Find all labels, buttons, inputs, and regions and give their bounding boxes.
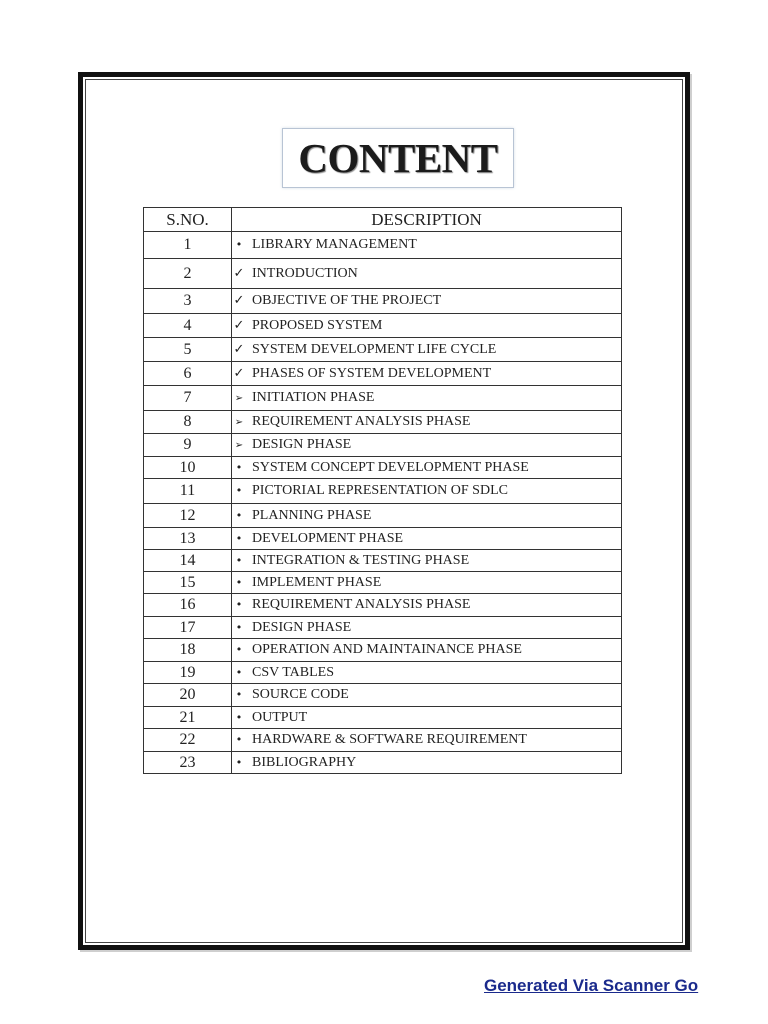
row-description: SYSTEM CONCEPT DEVELOPMENT PHASE [252,459,529,475]
table-row [144,550,622,572]
bullet-icon: • [235,531,243,545]
bullet-icon: • [235,238,243,251]
row-sno: 6 [144,362,232,386]
checkmark-icon: ✓ [233,341,245,357]
row-description: DEVELOPMENT PHASE [252,530,404,546]
table-row [144,707,622,729]
row-description-cell [232,504,622,528]
row-description-cell [232,572,622,594]
row-description: OBJECTIVE OF THE PROJECT [252,293,442,308]
footer-watermark-link[interactable]: Generated Via Scanner Go [484,976,699,995]
row-description-cell [232,434,622,457]
table-row [144,594,622,617]
row-description: SOURCE CODE [252,687,349,702]
row-description-cell [232,617,622,639]
bullet-icon: • [235,508,243,522]
row-description-cell [232,662,622,684]
row-description: BIBLIOGRAPHY [252,754,357,770]
bullet-icon: • [235,710,243,724]
row-description: PROPOSED SYSTEM [252,317,383,333]
row-sno: 12 [144,504,232,528]
row-description: SYSTEM DEVELOPMENT LIFE CYCLE [252,341,497,357]
header-description: DESCRIPTION [232,208,622,232]
row-sno: 15 [144,572,232,594]
row-sno: 17 [144,617,232,639]
table-header-row [144,208,622,232]
row-sno: 5 [144,338,232,362]
arrow-bullet-icon: ➢ [234,417,244,428]
row-sno: 11 [144,479,232,504]
row-description: HARDWARE & SOFTWARE REQUIREMENT [252,732,527,747]
table-row [144,504,622,528]
row-description-cell [232,528,622,550]
row-sno: 20 [144,684,232,707]
row-description: CSV TABLES [252,664,334,680]
arrow-bullet-icon: ➢ [234,440,244,451]
bullet-icon: • [235,755,243,769]
row-sno: 1 [144,232,232,259]
checkmark-icon: ✓ [233,293,245,308]
table-row [144,528,622,550]
row-sno: 7 [144,386,232,411]
table-row [144,572,622,594]
row-sno: 23 [144,752,232,774]
row-sno: 3 [144,289,232,314]
bullet-icon: • [235,575,243,589]
row-description: OUTPUT [252,709,308,725]
row-description-cell [232,707,622,729]
row-sno: 9 [144,434,232,457]
table-row [144,314,622,338]
row-description-cell [232,550,622,572]
bullet-icon: • [235,460,243,474]
table-row [144,729,622,752]
table-row [144,259,622,289]
row-description-cell [232,479,622,504]
checkmark-icon: ✓ [233,317,245,333]
table-row [144,232,622,259]
row-description: IMPLEMENT PHASE [252,574,382,590]
row-description: REQUIREMENT ANALYSIS PHASE [252,414,471,429]
row-description-cell [232,362,622,386]
table-row [144,457,622,479]
row-description-cell [232,411,622,434]
row-description: OPERATION AND MAINTAINANCE PHASE [252,642,522,657]
table-row [144,411,622,434]
row-description: REQUIREMENT ANALYSIS PHASE [252,597,471,612]
row-sno: 22 [144,729,232,752]
bullet-icon: • [235,688,243,701]
table-row [144,362,622,386]
row-description: DESIGN PHASE [252,619,352,635]
table-row [144,752,622,774]
bullet-icon: • [235,665,243,679]
row-sno: 21 [144,707,232,729]
row-description: PLANNING PHASE [252,507,372,523]
row-description-cell [232,232,622,259]
title-box [282,128,514,188]
bullet-icon: • [235,620,243,634]
table-row [144,617,622,639]
row-description-cell [232,386,622,411]
row-sno: 19 [144,662,232,684]
table-row [144,289,622,314]
row-sno: 8 [144,411,232,434]
row-description-cell [232,752,622,774]
row-description: LIBRARY MANAGEMENT [252,237,417,252]
row-description: INTRODUCTION [252,265,358,281]
row-description: PICTORIAL REPRESENTATION OF SDLC [252,483,508,498]
bullet-icon: • [235,484,243,497]
row-description-cell [232,639,622,662]
row-description-cell [232,594,622,617]
table-row [144,684,622,707]
checkmark-icon: ✓ [233,265,245,281]
page-title: CONTENT [298,135,498,181]
table-row [144,338,622,362]
row-description-cell [232,289,622,314]
row-description-cell [232,729,622,752]
row-description: INTEGRATION & TESTING PHASE [252,552,470,568]
row-sno: 2 [144,259,232,289]
arrow-bullet-icon: ➢ [234,393,244,404]
table-row [144,386,622,411]
row-description-cell [232,314,622,338]
row-sno: 18 [144,639,232,662]
row-description: DESIGN PHASE [252,437,352,452]
row-description-cell [232,259,622,289]
bullet-icon: • [235,733,243,746]
row-description: INITIATION PHASE [252,390,375,405]
bullet-icon: • [235,598,243,611]
table-row [144,479,622,504]
row-sno: 14 [144,550,232,572]
row-sno: 10 [144,457,232,479]
table-row [144,434,622,457]
content-table [143,207,622,774]
row-sno: 4 [144,314,232,338]
row-description-cell [232,684,622,707]
row-description-cell [232,338,622,362]
row-description: PHASES OF SYSTEM DEVELOPMENT [252,365,492,381]
row-sno: 13 [144,528,232,550]
bullet-icon: • [235,643,243,656]
header-sno: S.NO. [144,208,232,232]
table-body [144,232,622,774]
table-row [144,639,622,662]
bullet-icon: • [235,553,243,567]
table-row [144,662,622,684]
row-description-cell [232,457,622,479]
row-sno: 16 [144,594,232,617]
checkmark-icon: ✓ [233,365,245,381]
